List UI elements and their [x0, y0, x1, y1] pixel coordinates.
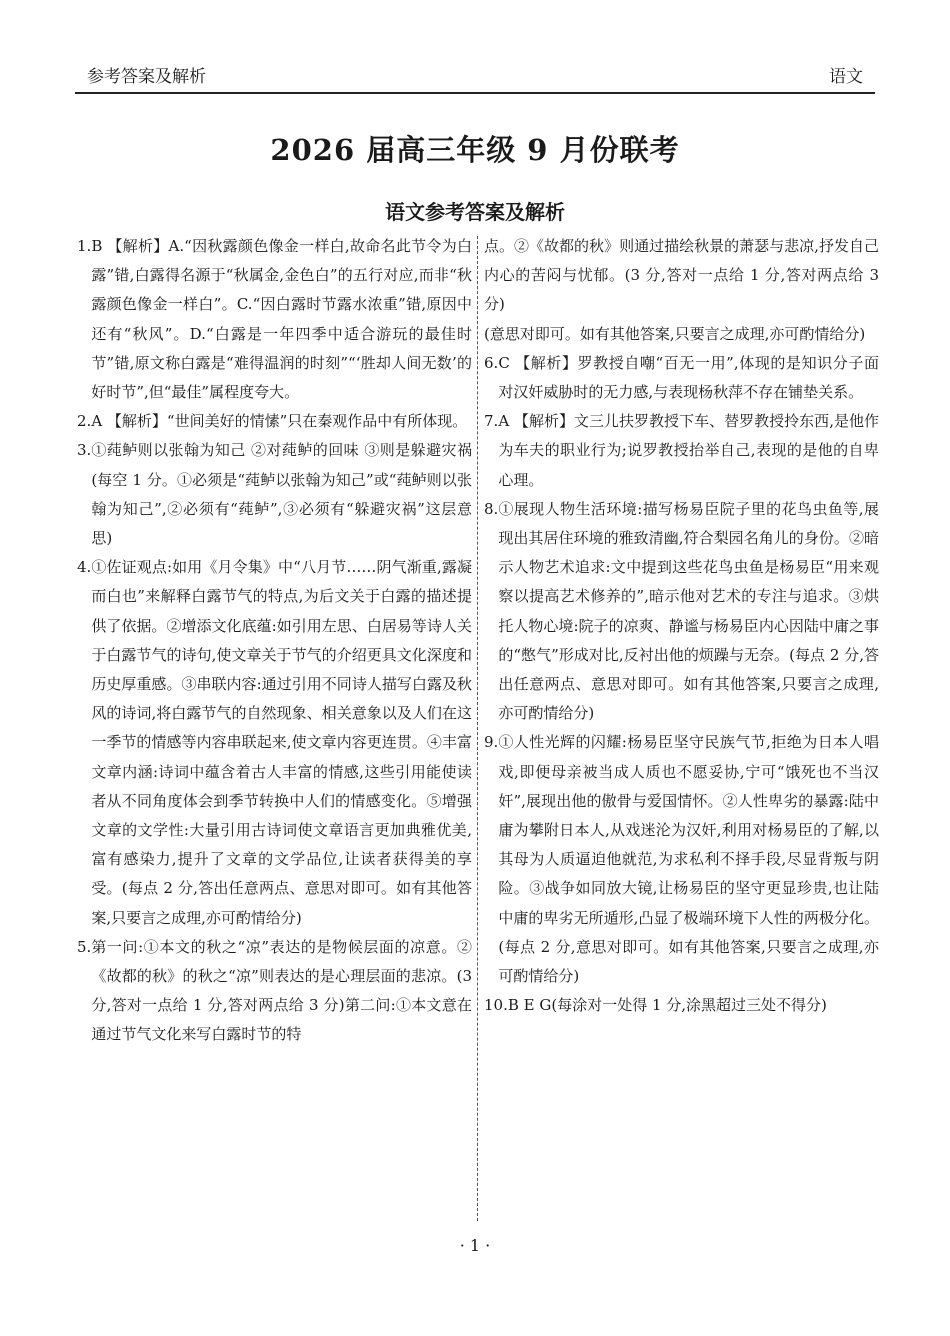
answer-text: A 【解析】文三儿扶罗教授下车、替罗教授拎东西,是他作为车夫的职业行为;说罗教授抬举自己,表现的是他的自卑心理。 [498, 412, 879, 489]
header-rule [75, 92, 875, 94]
answer-item-1 [77, 232, 472, 407]
answer-text: A 【解析】“世间美好的情愫”只在秦观作品中有所体现。 [91, 412, 468, 431]
right-column [484, 232, 879, 1020]
answer-text: C 【解析】罗教授自嘲“百无一用”,体现的是知识分子面对汉奸威胁时的无力感,与表现杨秋萍不存在铺垫关系。 [498, 353, 879, 402]
page-subtitle: 语文参考答案及解析 [385, 200, 565, 224]
answer-number: 3. [77, 441, 92, 460]
answer-text: ①莼鲈则以张翰为知己 ②对莼鲈的回味 ③则是躲避灾祸(每空 1 分。①必须是“莼鲈以张翰为知己”或“莼鲈则以张翰为知己”,②必须有“莼鲈”,③必须有“躲避灾祸”这层意思) [91, 441, 472, 548]
answer-text: B E G(每涂对一处得 1 分,涂黑超过三处不得分) [507, 996, 827, 1015]
answer-text: 第一问:①本文的秋之“凉”表达的是物候层面的凉意。②《故都的秋》的秋之“凉”则表达的是心理层面的悲凉。(3 分,答对一点给 1 分,答对两点给 3 分)第二问:①本文意在通过节气文化来写白露时节的特 [91, 937, 472, 1044]
answer-item-7 [484, 407, 879, 495]
answer-number: 9. [484, 733, 499, 752]
answer-number: 1. [77, 237, 92, 255]
answer-number: 10. [484, 996, 508, 1015]
column-divider [477, 236, 478, 1221]
answer-item-8 [484, 495, 879, 729]
answer-item-5 [77, 933, 472, 1050]
answer-item-2 [77, 407, 472, 436]
page-title: 2026 届高三年级 9 月份联考 [270, 133, 680, 167]
answer-text: (意思对即可。如有其他答案,只要言之成理,亦可酌情给分) [484, 324, 866, 343]
answer-text: ①展现人物生活环境:描写杨易臣院子里的花鸟虫鱼等,展现出其居住环境的雅致清幽,符合梨园名角儿的身份。②暗示人物艺术追求:文中提到这些花鸟虫鱼是杨易臣“用来观察以提高艺术修养的”,暗示他对艺术的专注与追求。③烘托人物心境:院子的凉爽、静谧与杨易臣内心因陆中庸之事的“憋气”形成对比,反衬出他的烦躁与无奈。(每点 2 分,答出任意两点、意思对即可。如有其他答案,只要言之成理,亦可酌情给分) [498, 499, 879, 723]
answer-number: 8. [484, 499, 499, 518]
answer-text: ①佐证观点:如用《月令集》中“八月节……阴气渐重,露凝而白也”来解释白露节气的特点,为后文关于白露的描述提供了依据。②增添文化底蕴:如引用左思、白居易等诗人关于白露节气的诗句,使文章关于节气的介绍更具文化深度和历史厚重感。③串联内容:通过引用不同诗人描写白露及秋风的诗词,将白露节气的自然现象、相关意象以及人们在这一季节的情感等内容串联起来,使文章内容更连贯。④丰富文章内涵:诗词中蕴含着古人丰富的情感,这些引用能使读者从不同角度体会到季节转换中人们的情感变化。⑤增强文章的文学性:大量引用古诗词使文章语言更加典雅优美,富有感染力,提升了文章的文学品位,让读者获得美的享受。(每点 2 分,答出任意两点、意思对即可。如有其他答案,只要言之成理,亦可酌情给分) [91, 558, 472, 927]
answer-number: 6. [484, 353, 499, 372]
answer-text: B 【解析】A.“因秋露颜色像金一样白,故命名此节令为白露”错,白露得名源于“秋属金,金色白”的五行对应,而非“秋露颜色像金一样白”。C.“因白露时节露水浓重”错,原因中还有“秋风”。D.“白露是一年四季中适合游玩的最佳时节”错,原文称白露是“难得温润的时刻”“‘胜却人间无数’的好时节”,但“最佳”属程度夸大。 [91, 237, 472, 402]
answer-item-5-continued [484, 232, 879, 320]
answer-item-10 [484, 991, 879, 1020]
answer-note [484, 320, 879, 349]
answer-number: 5. [77, 937, 92, 956]
answer-number: 4. [77, 558, 92, 577]
answer-item-4 [77, 553, 472, 933]
left-column [77, 232, 472, 1050]
page-number: · 1 · [459, 1236, 491, 1255]
answer-item-3 [77, 436, 472, 553]
page-header [75, 58, 875, 92]
answer-item-6 [484, 349, 879, 407]
answer-item-9 [484, 728, 879, 991]
answer-text: ①人性光辉的闪耀:杨易臣坚守民族气节,拒绝为日本人唱戏,即便母亲被当成人质也不愿妥协,宁可“饿死也不当汉奸”,展现出他的傲骨与爱国情怀。②人性卑劣的暴露:陆中庸为攀附日本人,从戏迷沦为汉奸,利用对杨易臣的了解,以其母为人质逼迫他就范,为求私利不择手段,尽显背叛与阴险。③战争如同放大镜,让杨易臣的坚守更显珍贵,也让陆中庸的卑劣无所遁形,凸显了极端环境下人性的两极分化。(每点 2 分,意思对即可。如有其他答案,只要言之成理,亦可酌情给分) [498, 733, 879, 986]
header-subject-label: 语文 [829, 67, 863, 87]
answer-text: 点。②《故都的秋》则通过描绘秋景的萧瑟与悲凉,抒发自己内心的苦闷与忧郁。(3 分,答对一点给 1 分,答对两点给 3 分) [484, 237, 879, 314]
answer-number: 7. [484, 412, 499, 431]
header-left-label: 参考答案及解析 [87, 67, 206, 87]
answer-number: 2. [77, 412, 92, 431]
